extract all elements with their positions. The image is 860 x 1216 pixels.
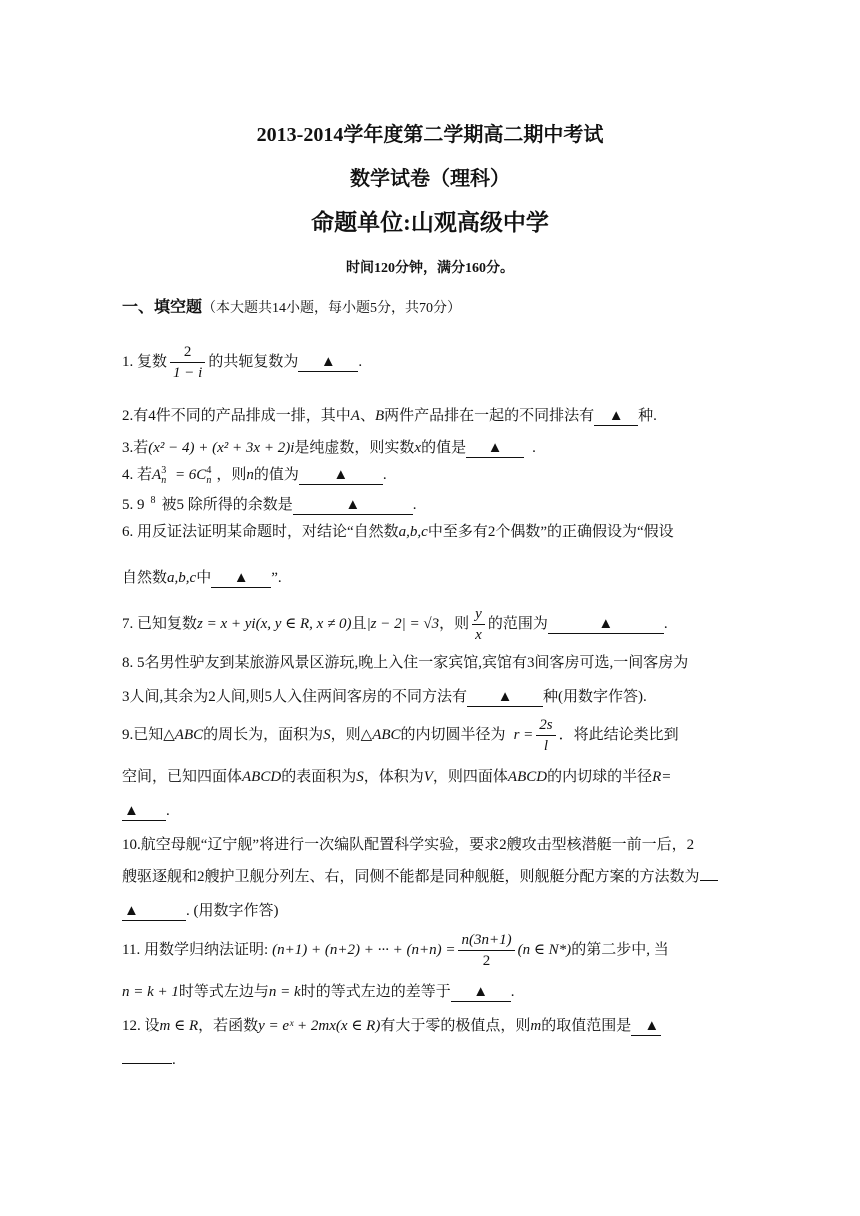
question-5 — [122, 491, 742, 515]
q5-mid: 被5 除所得的余数是 — [161, 497, 293, 513]
q1-prefix: 1. 复数 — [122, 354, 168, 370]
q12-prefix: 12. 设 — [122, 1018, 160, 1034]
q4-prefix: 4. 若 — [122, 467, 153, 483]
q4-sup-c: 4 — [206, 464, 212, 476]
q9-line1-e: ．将此结论类比到 — [558, 727, 679, 743]
q12-mid2: 有大于零的极值点，则 — [380, 1018, 531, 1034]
question-6-line-1 — [122, 522, 742, 542]
q5-answer-blank[interactable]: ▲ — [293, 496, 413, 515]
q9-triangle: △ABC — [163, 727, 204, 743]
q10-line2: 艘驱逐舰和2艘护卫舰分列左、右，同侧不能都是同种舰艇，则舰艇分配方案的方法数为 — [122, 869, 700, 885]
q9-line2-a: 空间，已知四面体 — [122, 769, 243, 785]
question-8-line-2 — [122, 687, 742, 707]
question-12-line-2 — [122, 1050, 742, 1070]
q9-answer-blank[interactable]: ▲ — [122, 802, 166, 821]
question-10-line-1: 10.航空母舰“辽宁舰”将进行一次编队配置科学实验，要求2艘攻击型核潜艇一前一后，2 — [122, 837, 695, 853]
q12-answer-blank-end[interactable] — [122, 1063, 172, 1064]
q12-suffix: 的取值范围是 — [541, 1018, 632, 1034]
section-heading — [122, 298, 742, 319]
question-7 — [122, 603, 742, 645]
q9-R: R= — [652, 769, 672, 785]
q4-mid: ，则 — [216, 467, 247, 483]
q7-condition: |z − 2| = √3 — [366, 616, 440, 632]
q9-abcd: ABCD — [242, 769, 282, 785]
q3-expression: (x² − 4) + (x² + 3x + 2)i — [148, 440, 295, 456]
q11-line2-c: n = k — [268, 984, 301, 1000]
q9-line1-a: 9.已知 — [122, 727, 164, 743]
question-8-line-1: 8. 5名男性驴友到某旅游风景区游玩,晚上入住一家宾馆,宾馆有3间客房可选,一间客房为 — [122, 655, 689, 671]
q12-expression: y = eˣ + 2mx(x ∈ R) — [258, 1018, 381, 1034]
q1-suffix: 的共轭复数为 — [208, 354, 299, 370]
q9-r: r = — [513, 727, 534, 743]
question-11-line-2 — [122, 982, 742, 1002]
q5-prefix: 5. 9 — [122, 497, 145, 513]
q11-condition: (n ∈ N*) — [517, 942, 572, 958]
q9-denominator: l — [543, 738, 549, 755]
q12-m: m ∈ R — [159, 1018, 199, 1034]
exam-time-info: 时间120分钟，满分160分。 — [346, 261, 514, 276]
q2-sep: 、 — [359, 408, 375, 424]
q1-answer-blank[interactable]: ▲ — [298, 353, 358, 372]
q12-end: . — [172, 1052, 176, 1068]
q9-s-2: S — [356, 769, 364, 785]
q11-denominator: 2 — [482, 953, 491, 970]
question-9-line-3 — [122, 801, 742, 821]
q4-lhs: A — [152, 467, 162, 483]
q3-answer-blank[interactable]: ▲ — [466, 439, 524, 458]
q2-text-a: 2.有4件不同的产品排成一排，其中 — [122, 408, 351, 424]
q9-triangle-2: △ABC — [360, 727, 401, 743]
section-title: 一、填空题 — [122, 299, 203, 316]
question-6-line-2 — [122, 568, 742, 588]
q4-answer-blank[interactable]: ▲ — [299, 466, 383, 485]
q11-fraction — [458, 930, 514, 971]
q6-line1-b: 中至多有2个偶数”的正确假设为“假设 — [427, 524, 674, 540]
q7-end: . — [663, 616, 668, 632]
q3-prefix: 3.若 — [122, 440, 149, 456]
q7-suffix: 的范围为 — [487, 616, 548, 632]
q7-denominator: x — [475, 627, 482, 644]
q3-end: . — [532, 440, 536, 456]
q8-answer-blank[interactable]: ▲ — [467, 688, 543, 707]
q3-var: x — [414, 440, 422, 456]
q2-text-b: 两件产品排在一起的不同排法有 — [384, 408, 595, 424]
q4-sub-a: n — [161, 474, 167, 486]
q4-supsub-c — [206, 466, 216, 486]
q4-sub-c: n — [206, 474, 212, 486]
question-10-line-3 — [122, 901, 742, 921]
q9-line2-e: 的内切球的半径 — [547, 769, 653, 785]
q4-sup-a: 3 — [161, 464, 167, 476]
q6-line2-b: 中 — [196, 570, 212, 586]
q11-end: . — [510, 984, 515, 1000]
q9-s: S — [323, 727, 331, 743]
q2-var-b: B — [374, 408, 385, 424]
question-12-line-1 — [122, 1016, 742, 1036]
q4-eq: = 6C — [171, 467, 207, 483]
exam-title: 2013-2014学年度第二学期高二期中考试 — [256, 124, 604, 146]
exam-unit: 命题单位:山观高级中学 — [311, 210, 549, 235]
question-10-line-2 — [122, 867, 742, 887]
q9-end: . — [166, 803, 170, 819]
q11-expression: (n+1) + (n+2) + ··· + (n+n) = — [272, 942, 456, 958]
q8-line2-a: 3人间,其余为2人间,则5人入住两间客房的不同方法有 — [122, 689, 468, 705]
q9-abcd-2: ABCD — [507, 769, 548, 785]
q10-line3-b: . (用数字作答) — [186, 903, 279, 919]
question-11-line-1 — [122, 929, 742, 971]
q7-expression: z = x + yi(x, y ∈ R, x ≠ 0) — [197, 616, 352, 632]
q9-line2-c: ，体积为 — [363, 769, 424, 785]
q7-mid: 且 — [351, 616, 367, 632]
q7-fraction — [472, 604, 485, 645]
q9-line1-c: ，则 — [330, 727, 361, 743]
question-9-line-2 — [122, 767, 742, 787]
q1-denominator: 1 − i — [173, 365, 203, 382]
q4-suffix: 的值为 — [253, 467, 299, 483]
q4-supsub-a — [161, 466, 171, 486]
q5-exponent: 8 — [150, 495, 156, 506]
q1-numerator: 2 — [170, 342, 205, 363]
q6-line2-a: 自然数 — [122, 570, 168, 586]
q7-numerator: y — [472, 604, 485, 625]
q9-line2-b: 的表面积为 — [281, 769, 357, 785]
q7-mid2: ，则 — [439, 616, 470, 632]
q11-line2-a: n = k + 1 — [122, 984, 179, 1000]
q10-answer-blank[interactable]: ▲ — [122, 902, 186, 921]
q11-line2-d: 时的等式左边的差等于 — [300, 984, 451, 1000]
q6-vars-2: a,b,c — [167, 570, 197, 586]
q2-end: 种. — [638, 408, 657, 424]
q4-end: . — [382, 467, 387, 483]
q9-line2-d: ，则四面体 — [432, 769, 508, 785]
q11-suffix: 的第二步中, 当 — [571, 942, 669, 958]
question-2 — [122, 406, 742, 426]
q10-answer-blank-start[interactable] — [700, 880, 718, 881]
q2-var-a: A — [350, 408, 360, 424]
q3-mid: 是纯虚数，则实数 — [294, 440, 415, 456]
q9-numerator: 2s — [536, 715, 555, 736]
q9-line1-b: 的周长为，面积为 — [203, 727, 324, 743]
q6-vars: a,b,c — [398, 524, 428, 540]
q11-line2-b: 时等式左边与 — [178, 984, 269, 1000]
section-note: （本大题共14小题，每小题5分，共70分） — [202, 301, 462, 316]
q6-answer-blank[interactable]: ▲ — [211, 569, 271, 588]
q1-end: . — [358, 354, 363, 370]
q7-prefix: 7. 已知复数 — [122, 616, 198, 632]
q9-v: V — [423, 769, 433, 785]
q5-end: . — [412, 497, 417, 513]
exam-subtitle: 数学试卷（理科） — [350, 168, 510, 190]
q11-numerator: n(3n+1) — [458, 930, 514, 951]
question-1 — [122, 342, 742, 383]
q3-suffix: 的值是 — [421, 440, 467, 456]
q12-answer-blank[interactable]: ▲ — [631, 1017, 661, 1036]
q9-line1-d: 的内切圆半径为 — [400, 727, 506, 743]
q6-line1-a: 6. 用反证法证明某命题时，对结论“自然数 — [122, 524, 399, 540]
q7-answer-blank[interactable]: ▲ — [548, 615, 664, 634]
q11-answer-blank[interactable]: ▲ — [451, 983, 511, 1002]
q11-prefix: 11. 用数学归纳法证明: — [122, 942, 269, 958]
q1-fraction — [170, 342, 205, 383]
q9-fraction — [536, 715, 555, 756]
q4-var: n — [246, 467, 254, 483]
q8-line2-b: 种(用数字作答). — [543, 689, 647, 705]
q6-end: ”. — [271, 570, 282, 586]
q12-mid: ，若函数 — [198, 1018, 259, 1034]
q2-answer-blank[interactable]: ▲ — [594, 407, 638, 426]
question-9-line-1 — [122, 715, 742, 756]
q12-var: m — [530, 1018, 542, 1034]
